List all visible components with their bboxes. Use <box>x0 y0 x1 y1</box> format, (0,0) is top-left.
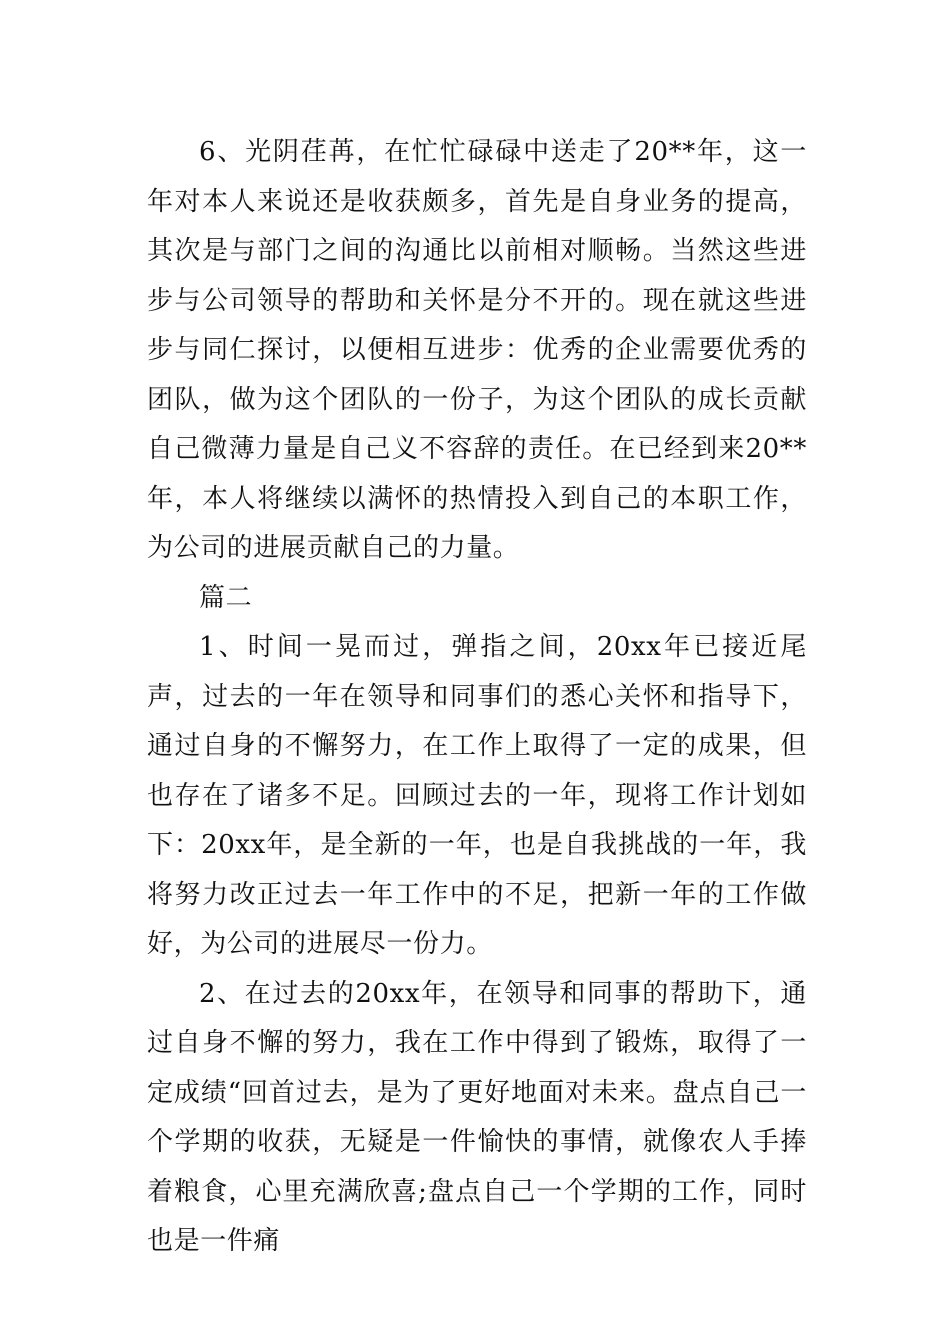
paragraph-item-6: 6、光阴荏苒，在忙忙碌碌中送走了20**年，这一年对本人来说还是收获颇多，首先是自身业务的提高，其次是与部门之间的沟通比以前相对顺畅。当然这些进步与公司领导的帮助和关怀是分不开的。现在就这些进步与同仁探讨，以便相互进步：优秀的企业需要优秀的团队，做为这个团队的一份子，为这个团队的成长贡献自己微薄力量是自己义不容辞的责任。在已经到来20**年，本人将继续以满怀的热情投入到自己的本职工作，为公司的进展贡献自己的力量。 <box>147 137 807 563</box>
section-title: 篇二 <box>199 582 253 613</box>
paragraph-item-1: 1、时间一晃而过，弹指之间，20xx年已接近尾声，过去的一年在领导和同事们的悉心关怀和指导下，通过自身的不懈努力，在工作上取得了一定的成果，但也存在了诸多不足。回顾过去的一年，现将工作计划如下：20xx年，是全新的一年，也是自我挑战的一年，我将努力改正过去一年工作中的不足，把新一年的工作做好，为公司的进展尽一份力。 <box>147 632 807 959</box>
paragraph-item-2: 2、在过去的20xx年，在领导和同事的帮助下，通过自身不懈的努力，我在工作中得到了锻炼，取得了一定成绩“回首过去，是为了更好地面对未来。盘点自己一个学期的收获，无疑是一件愉快的事情，就像农人手捧着粮食，心里充满欣喜;盘点自己一个学期的工作，同时也是一件痛 <box>147 978 807 1256</box>
document-body <box>147 128 807 1267</box>
